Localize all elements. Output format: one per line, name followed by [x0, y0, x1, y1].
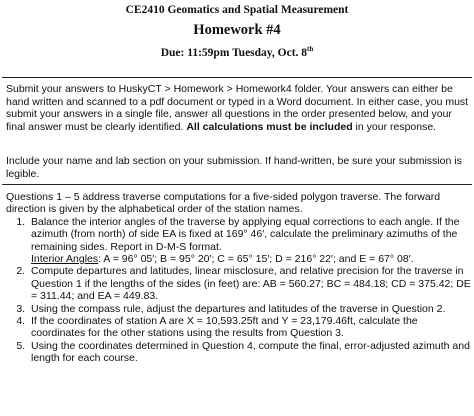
questions-section — [6, 191, 472, 365]
questions-intro: Questions 1 – 5 address traverse computations for a five-sided polygon traverse. The forward direction is given by the alphabetical order of the station names. — [6, 191, 441, 216]
interior-angles-values: : A = 96° 05′; B = 95° 20′; C = 65° 15′; D = 216° 22′; and E = 67° 08′. — [98, 253, 414, 266]
due-date-suffix: th — [307, 45, 314, 53]
instructions-emphasis: All calculations must be included — [186, 120, 353, 133]
interior-angles-label: Interior Angles — [31, 253, 99, 266]
top-divider — [2, 77, 472, 78]
instructions-text: Submit your answers to HuskyCT > Homework > Homework4 folder. Your answers can either be hand written and scanned to a pdf document or typed in a Word document. In either case, you must submit your answers in a single file, answer all questions in the order presented below, and your final answer must be clearly identified. — [6, 83, 469, 133]
question-5: 5. Using the coordinates determined in Question 4, compute the final, error-adjusted azimuth and length for each course. — [28, 340, 472, 365]
course-title: CE2410 Geomatics and Spatial Measurement — [125, 4, 349, 16]
submission-instructions — [6, 83, 472, 133]
due-date — [0, 45, 474, 59]
homework-title: Homework #4 — [193, 22, 281, 38]
question-1 — [28, 216, 472, 266]
question-4: 4. If the coordinates of station A are X = 10,593.25ft and Y = 23,179.46ft, calculate the coordinates for the other stations using the results from Question 3. — [28, 315, 472, 340]
question-1-text: Balance the interior angles of the traverse by applying equal corrections to each angle. If the azimuth (from north) of side EA is fixed at 169° 46′, calculate the preliminary azimuths of the remaining sides. Report in D-M-S format. — [31, 215, 460, 253]
instructions-end: in your response. — [352, 120, 437, 133]
question-list — [6, 216, 472, 365]
question-3: 3. Using the compass rule, adjust the departures and latitudes of the traverse in Question 2. — [28, 303, 472, 315]
question-2: 2. Compute departures and latitudes, linear misclosure, and relative precision for the traverse in Question 1 if the lengths of the sides (in feet) are: AB = 560.27; BC = 484.18; CD = 375.42; DE = 311.44; and EA = 449.83. — [28, 265, 472, 302]
due-date-text: Due: 11:59pm Tuesday, Oct. 8 — [160, 47, 308, 59]
bottom-divider — [2, 184, 472, 185]
name-instructions: Include your name and lab section on your submission. If hand-written, be sure your submission is legible. — [6, 155, 462, 180]
